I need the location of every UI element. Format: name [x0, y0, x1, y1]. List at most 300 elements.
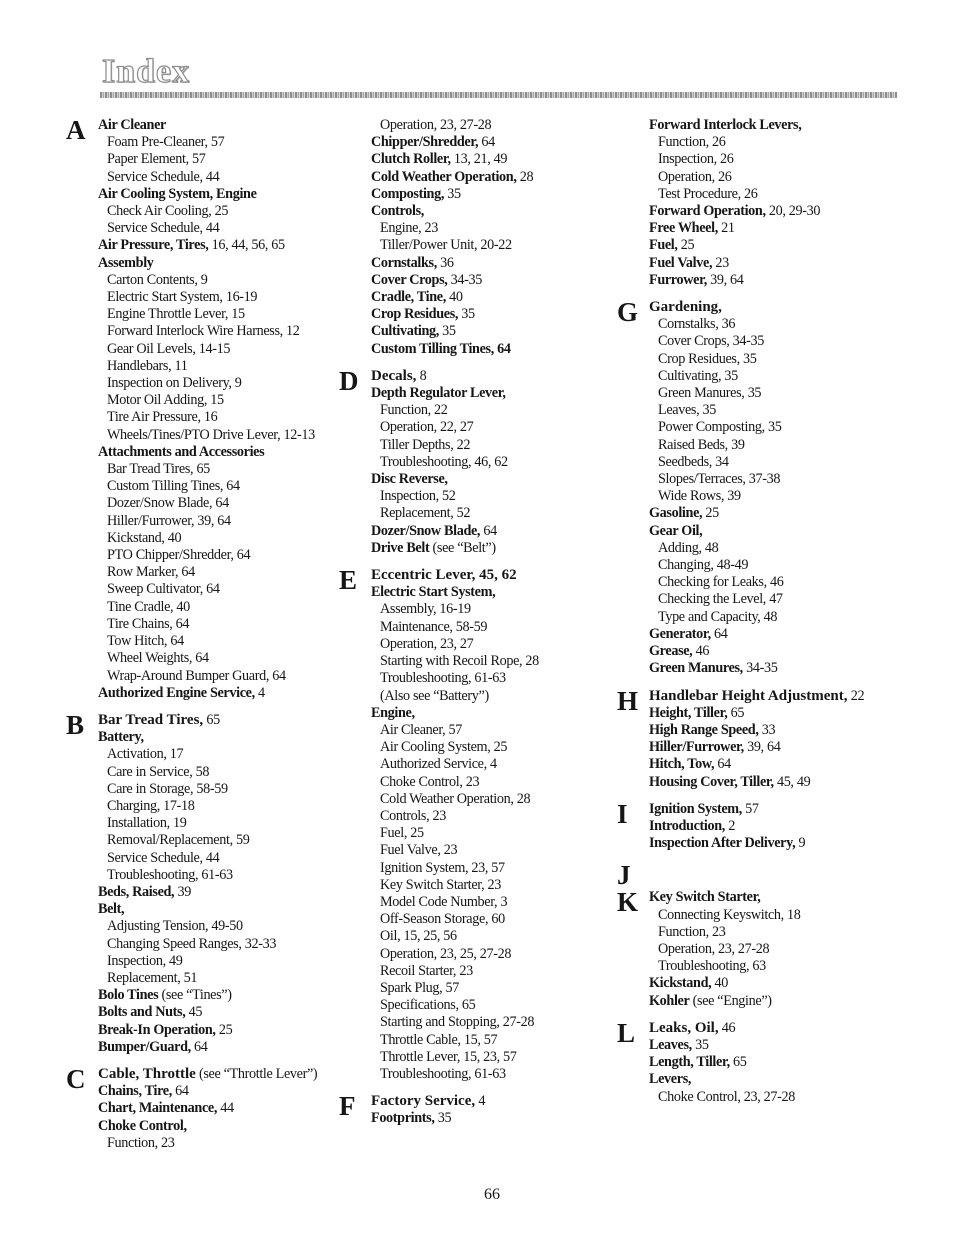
entry-heading: Chains, Tire,: [98, 1083, 172, 1100]
index-subentry: Operation, 23, 27-28: [658, 940, 770, 957]
index-subentry: Operation, 23, 27: [380, 635, 474, 652]
index-subentry: Specifications, 65: [380, 997, 476, 1014]
entry-heading: Cover Crops,: [371, 271, 448, 288]
index-subentry: Kickstand, 40: [107, 529, 182, 546]
index-entry: [98, 444, 351, 461]
index-subentry: Connecting Keyswitch, 18: [658, 906, 801, 923]
index-subentry: Cover Crops, 34-35: [658, 333, 765, 350]
entry-pages: 45, 49: [773, 773, 811, 790]
entry-pages: 57: [741, 800, 759, 817]
section-d: [339, 365, 624, 557]
entry-heading: Free Wheel,: [649, 220, 718, 237]
entry-pages: 25: [215, 1021, 233, 1038]
entry-pages: 21: [717, 220, 735, 237]
index-subentry: Service Schedule, 44: [107, 220, 220, 237]
index-entry: [649, 237, 902, 254]
index-subentry: Checking for Leaks, 46: [658, 574, 784, 591]
index-subentry: Tiller Depths, 22: [380, 436, 471, 453]
index-entry: [649, 688, 902, 705]
entry-heading: Engine,: [371, 704, 415, 721]
index-subentry: Charging, 17-18: [107, 797, 195, 814]
entry-pages: 22: [847, 687, 865, 704]
entry-heading: Height, Tiller,: [649, 704, 728, 721]
entry-heading: Cradle, Tine,: [371, 289, 446, 306]
index-subentry: Throttle Cable, 15, 57: [380, 1031, 498, 1048]
index-subentry: Adding, 48: [658, 539, 719, 556]
entry-pages: 35: [444, 185, 461, 202]
index-subentry: Function, 23: [107, 1134, 175, 1151]
entry-heading: Bumper/Guard,: [98, 1038, 191, 1055]
index-entry: [371, 272, 624, 289]
entry-pages: (see “Belt”): [429, 539, 496, 556]
index-entry: [371, 540, 624, 557]
index-entry: [371, 1093, 624, 1110]
index-subentry: Green Manures, 35: [658, 385, 762, 402]
index-entry: [98, 237, 351, 254]
index-subentry: Inspection, 49: [107, 952, 183, 969]
entry-heading: Length, Tiller,: [649, 1054, 730, 1071]
index-entry: [371, 203, 624, 220]
index-subentry: Tire Air Pressure, 16: [107, 409, 218, 426]
index-entry: [649, 299, 902, 316]
index-subentry: Engine Throttle Lever, 15: [107, 306, 245, 323]
entry-pages: 28: [516, 168, 534, 185]
index-subentry: PTO Chipper/Shredder, 64: [107, 547, 251, 564]
index-subentry: Replacement, 51: [107, 969, 198, 986]
index-subentry: Wheel Weights, 64: [107, 650, 209, 667]
entry-heading: High Range Speed,: [649, 721, 759, 738]
entry-heading: Crop Residues,: [371, 306, 459, 323]
index-entry: [98, 987, 351, 1004]
index-subentry: Foam Pre-Cleaner, 57: [107, 134, 225, 151]
index-subentry: Sweep Cultivator, 64: [107, 581, 220, 598]
index-subentry: Operation, 22, 27: [380, 419, 474, 436]
index-entry: [371, 134, 624, 151]
section-letter: L: [617, 1017, 635, 1048]
entry-pages: (see “Throttle Lever”): [195, 1065, 318, 1082]
index-subentry: Care in Service, 58: [107, 763, 210, 780]
entry-heading: Hitch, Tow,: [649, 756, 715, 773]
section-a: [66, 117, 351, 702]
entry-heading: Fuel,: [649, 237, 678, 254]
index-subentry: Adjusting Tension, 49-50: [107, 918, 243, 935]
page-number: 66: [484, 1186, 500, 1203]
index-subentry: Check Air Cooling, 25: [107, 203, 229, 220]
index-subentry: Leaves, 35: [658, 402, 716, 419]
entry-pages: 16, 44, 56, 65: [208, 237, 285, 254]
entry-heading: Clutch Roller,: [371, 151, 451, 168]
index-entry: [98, 712, 351, 729]
index-subentry: Starting and Stopping, 27-28: [380, 1014, 535, 1031]
index-subentry: Function, 26: [658, 134, 726, 151]
section-l: [617, 1017, 902, 1106]
index-subentry: Wheels/Tines/PTO Drive Lever, 12-13: [107, 426, 315, 443]
section-letter: B: [66, 709, 84, 740]
entry-pages: 36: [436, 254, 454, 271]
entry-heading: Grease,: [649, 643, 693, 660]
index-entry: [371, 341, 624, 358]
entry-pages: 35: [458, 306, 475, 323]
index-subentry: Crop Residues, 35: [658, 350, 757, 367]
index-subentry: Paper Element, 57: [107, 151, 206, 168]
index-subentry: Test Procedure, 26: [658, 185, 758, 202]
index-entry: [371, 151, 624, 168]
index-subentry: Care in Storage, 58-59: [107, 780, 228, 797]
index-entry: [371, 584, 624, 601]
entry-heading: Cultivating,: [371, 323, 439, 340]
index-entry: [649, 643, 902, 660]
entry-heading: Cable, Throttle: [98, 1065, 196, 1082]
entry-heading: Air Pressure, Tires,: [98, 237, 209, 254]
section-b: [66, 709, 351, 1056]
entry-pages: 33: [758, 721, 776, 738]
title-rule: [100, 92, 897, 98]
index-subentry: Recoil Starter, 23: [380, 962, 473, 979]
index-entry: [649, 117, 902, 134]
entry-heading: Cold Weather Operation,: [371, 168, 517, 185]
entry-pages: (see “Tines”): [158, 987, 232, 1004]
index-entry: [371, 306, 624, 323]
index-entry: [98, 685, 351, 702]
entry-heading: Break-In Operation,: [98, 1021, 216, 1038]
index-subentry: Function, 22: [380, 402, 448, 419]
entry-heading: Composting,: [371, 185, 445, 202]
index-entry: [649, 818, 902, 835]
entry-heading: Gear Oil,: [649, 522, 703, 539]
index-subentry: Checking the Level, 47: [658, 591, 783, 608]
index-entry: [371, 705, 624, 722]
index-subentry: Key Switch Starter, 23: [380, 876, 501, 893]
index-subentry: Replacement, 52: [380, 505, 471, 522]
index-entry: [371, 567, 624, 584]
section-letter: H: [617, 685, 638, 716]
index-subentry: Cornstalks, 36: [658, 316, 736, 333]
entry-heading: Belt,: [98, 901, 125, 918]
index-subentry: Cultivating, 35: [658, 367, 738, 384]
index-entry: [649, 505, 902, 522]
index-entry: [371, 523, 624, 540]
index-subentry: Controls, 23: [380, 807, 446, 824]
section-letter: K: [617, 887, 638, 918]
entry-pages: 40: [711, 975, 729, 992]
index-subentry: Handlebars, 11: [107, 357, 188, 374]
entry-pages: 2: [725, 817, 735, 834]
entry-heading: Forward Operation,: [649, 203, 766, 220]
entry-heading: Levers,: [649, 1071, 692, 1088]
entry-heading: Decals,: [371, 367, 417, 384]
index-entry: [98, 729, 351, 746]
index-entry: [371, 169, 624, 186]
index-subentry: Service Schedule, 44: [107, 168, 220, 185]
entry-heading: Bar Tread Tires,: [98, 711, 204, 728]
index-entry: [98, 1004, 351, 1021]
index-subentry: Electric Start System, 16-19: [107, 289, 258, 306]
section-g: [617, 299, 902, 677]
index-entry: [98, 1039, 351, 1056]
index-subentry: Engine, 23: [380, 220, 438, 237]
entry-pages: 9: [795, 835, 806, 852]
index-subentry: Fuel Valve, 23: [380, 842, 458, 859]
index-column-2: [339, 117, 624, 1138]
index-entry: [98, 1022, 351, 1039]
index-entry: [649, 835, 902, 852]
entry-pages: 40: [445, 289, 463, 306]
index-entry: [649, 255, 902, 272]
entry-heading: Housing Cover, Tiller,: [649, 773, 774, 790]
entry-pages: 35: [438, 323, 456, 340]
entry-heading: Introduction,: [649, 817, 725, 834]
index-entry: [649, 993, 902, 1010]
index-subentry: Model Code Number, 3: [380, 893, 508, 910]
index-entry: [649, 523, 902, 540]
index-subentry: Troubleshooting, 61-63: [380, 1065, 506, 1082]
index-subentry: Bar Tread Tires, 65: [107, 461, 210, 478]
section-letter: A: [66, 115, 86, 145]
section-c: [66, 1063, 351, 1152]
entry-pages: 65: [729, 1054, 747, 1071]
entry-heading: Key Switch Starter,: [649, 889, 761, 906]
section-letter: G: [617, 297, 638, 328]
index-subentry: Throttle Lever, 15, 23, 57: [380, 1048, 517, 1065]
entry-heading: Dozer/Snow Blade,: [371, 522, 481, 539]
index-entry: [371, 471, 624, 488]
index-subentry: Hiller/Furrower, 39, 64: [107, 512, 231, 529]
index-entry: [649, 722, 902, 739]
entry-pages: 39: [174, 883, 191, 900]
index-entry: [649, 203, 902, 220]
entry-heading: Factory Service,: [371, 1093, 476, 1110]
entry-pages: 23: [712, 254, 729, 271]
index-subentry: Carton Contents, 9: [107, 271, 208, 288]
index-column-1: [66, 117, 351, 1162]
entry-heading: Kohler: [649, 992, 690, 1009]
entry-pages: 35: [434, 1110, 452, 1127]
index-subentry: Air Cooling System, 25: [380, 739, 508, 756]
index-subentry: Removal/Replacement, 59: [107, 832, 250, 849]
entry-heading: Air Cooling System, Engine: [98, 185, 257, 202]
index-entry: [649, 739, 902, 756]
section-continued: [617, 117, 902, 289]
section-k: [617, 889, 902, 1009]
section-h: [617, 685, 902, 791]
entry-heading: Choke Control,: [98, 1117, 187, 1134]
entry-pages: 25: [702, 505, 719, 522]
index-entry: [649, 1037, 902, 1054]
entry-heading: Leaks, Oil,: [649, 1019, 719, 1036]
entry-pages: 34-35: [447, 271, 483, 288]
entry-pages: 65: [727, 704, 745, 721]
entry-heading: Forward Interlock Levers,: [649, 117, 802, 133]
index-column-3: [617, 117, 902, 1116]
index-subentry: Oil, 15, 25, 56: [380, 928, 457, 945]
index-subentry: Changing, 48-49: [658, 557, 749, 574]
section-letter: C: [66, 1063, 86, 1094]
entry-heading: Handlebar Height Adjustment,: [649, 687, 848, 704]
index-subentry: Activation, 17: [107, 746, 184, 763]
index-entry: [98, 884, 351, 901]
index-subentry: Seedbeds, 34: [658, 453, 729, 470]
entry-heading: Gasoline,: [649, 505, 703, 522]
entry-heading: Gardening,: [649, 299, 722, 316]
index-entry: [649, 975, 902, 992]
entry-heading: Authorized Engine Service,: [98, 684, 255, 701]
index-subentry: Off-Season Storage, 60: [380, 911, 505, 928]
index-subentry: Tine Cradle, 40: [107, 598, 190, 615]
entry-pages: 20, 29-30: [765, 203, 821, 220]
index-subentry: Wide Rows, 39: [658, 488, 741, 505]
entry-heading: Inspection After Delivery,: [649, 835, 796, 852]
index-entry: [371, 289, 624, 306]
index-entry: [98, 117, 351, 134]
index-subentry: Operation, 23, 25, 27-28: [380, 945, 512, 962]
index-subentry: Operation, 26: [658, 168, 732, 185]
entry-pages: 64: [480, 522, 497, 539]
entry-pages: 35: [691, 1036, 709, 1053]
entry-heading: Hiller/Furrower,: [649, 739, 744, 756]
entry-heading: Bolo Tines: [98, 987, 159, 1004]
index-subentry: Slopes/Terraces, 37-38: [658, 471, 781, 488]
entry-heading: Battery,: [98, 729, 144, 746]
index-subentry: Inspection, 26: [658, 151, 734, 168]
index-subentry: Maintenance, 58-59: [380, 618, 488, 635]
index-subentry: Tow Hitch, 64: [107, 633, 184, 650]
entry-heading: Controls,: [371, 203, 424, 220]
index-subentry: Type and Capacity, 48: [658, 608, 778, 625]
section-j: [617, 860, 902, 891]
entry-pages: 64: [190, 1038, 208, 1055]
index-subentry: Authorized Service, 4: [380, 756, 497, 773]
index-entry: [649, 862, 902, 879]
entry-pages: 39, 64: [743, 739, 781, 756]
index-entry: [98, 1066, 351, 1083]
index-entry: [649, 801, 902, 818]
entry-pages: (see “Engine”): [689, 992, 772, 1009]
entry-heading: Furrower,: [649, 271, 707, 288]
entry-heading: Beds, Raised,: [98, 883, 175, 900]
index-subentry: Dozer/Snow Blade, 64: [107, 495, 229, 512]
index-subentry: Starting with Recoil Rope, 28: [380, 653, 539, 670]
index-entry: [98, 901, 351, 918]
index-entry: [98, 1083, 351, 1100]
index-subentry: Ignition System, 23, 57: [380, 859, 505, 876]
index-subentry: Inspection, 52: [380, 488, 456, 505]
index-subentry: Assembly, 16-19: [380, 601, 471, 618]
entry-heading: Electric Start System,: [371, 584, 496, 601]
section-continued: [339, 117, 624, 358]
index-subentry: Troubleshooting, 63: [658, 958, 766, 975]
index-subentry: Cold Weather Operation, 28: [380, 790, 531, 807]
index-entry: [649, 1054, 902, 1071]
entry-heading: Ignition System,: [649, 800, 742, 817]
index-subentry: Function, 23: [658, 923, 726, 940]
index-entry: [649, 889, 902, 906]
entry-heading: Generator,: [649, 625, 711, 642]
index-entry: [98, 255, 351, 272]
index-entry: [649, 756, 902, 773]
section-letter: F: [339, 1091, 356, 1122]
index-subentry: Power Composting, 35: [658, 419, 782, 436]
index-subentry: Custom Tilling Tines, 64: [107, 478, 240, 495]
entry-heading: Leaves,: [649, 1036, 692, 1053]
entry-heading: Custom Tilling Tines, 64: [371, 340, 511, 357]
index-entry: [649, 660, 902, 677]
index-subentry: Spark Plug, 57: [380, 979, 460, 996]
index-subentry: Gear Oil Levels, 14-15: [107, 340, 231, 357]
entry-heading: Fuel Valve,: [649, 254, 713, 271]
index-subentry: Service Schedule, 44: [107, 849, 220, 866]
index-subentry: Tire Chains, 64: [107, 615, 190, 632]
index-entry: [649, 220, 902, 237]
index-entry: [649, 272, 902, 289]
index-subentry: Fuel, 25: [380, 825, 424, 842]
index-subentry: Installation, 19: [107, 815, 187, 832]
index-entry: [371, 1110, 624, 1127]
section-letter: I: [617, 798, 628, 829]
index-subentry: Changing Speed Ranges, 32-33: [107, 935, 277, 952]
entry-heading: Footprints,: [371, 1110, 435, 1127]
index-subentry: Choke Control, 23, 27-28: [658, 1088, 796, 1105]
index-entry: [98, 186, 351, 203]
section-i: [617, 798, 902, 853]
index-entry: [371, 186, 624, 203]
entry-heading: Kickstand,: [649, 975, 712, 992]
entry-pages: 65: [203, 711, 220, 728]
entry-pages: 46: [718, 1019, 736, 1036]
entry-heading: Attachments and Accessories: [98, 443, 265, 460]
entry-pages: 8: [416, 367, 427, 384]
entry-heading: Bolts and Nuts,: [98, 1004, 186, 1021]
entry-pages: 64: [710, 625, 728, 642]
entry-pages: 4: [475, 1093, 486, 1110]
entry-heading: Chipper/Shredder,: [371, 134, 479, 151]
index-subentry: Forward Interlock Wire Harness, 12: [107, 323, 300, 340]
index-entry: [371, 323, 624, 340]
section-letter: E: [339, 565, 357, 596]
entry-pages: 13, 21, 49: [450, 151, 508, 168]
entry-pages: 34-35: [742, 660, 778, 677]
entry-pages: 39, 64: [706, 271, 744, 288]
index-entry: [649, 1020, 902, 1037]
entry-pages: 45: [185, 1004, 203, 1021]
index-entry: [371, 385, 624, 402]
section-f: [339, 1093, 624, 1127]
section-e: [339, 567, 624, 1083]
entry-heading: Cornstalks,: [371, 254, 437, 271]
index-entry: [649, 774, 902, 791]
entry-pages: 46: [692, 643, 710, 660]
index-subentry: Choke Control, 23: [380, 773, 480, 790]
index-subentry: Troubleshooting, 61-63: [107, 866, 233, 883]
index-subentry: Motor Oil Adding, 15: [107, 392, 224, 409]
index-entry: [649, 1071, 902, 1088]
index-entry: [371, 255, 624, 272]
entry-pages: 25: [677, 237, 695, 254]
index-subentry: Tiller/Power Unit, 20-22: [380, 237, 512, 254]
index-subentry: Operation, 23, 27-28: [380, 117, 492, 133]
index-entry: [649, 705, 902, 722]
index-subentry: (Also see “Battery”): [380, 687, 489, 704]
entry-heading: Depth Regulator Lever,: [371, 385, 506, 402]
section-letter: D: [339, 365, 359, 396]
entry-heading: Assembly: [98, 254, 154, 271]
index-subentry: Raised Beds, 39: [658, 436, 745, 453]
entry-pages: 64: [478, 134, 495, 151]
page-title: Index: [102, 53, 191, 90]
index-subentry: Air Cleaner, 57: [380, 721, 463, 738]
index-subentry: Inspection on Delivery, 9: [107, 375, 242, 392]
entry-heading: Disc Reverse,: [371, 471, 448, 488]
index-subentry: Troubleshooting, 61-63: [380, 670, 506, 687]
